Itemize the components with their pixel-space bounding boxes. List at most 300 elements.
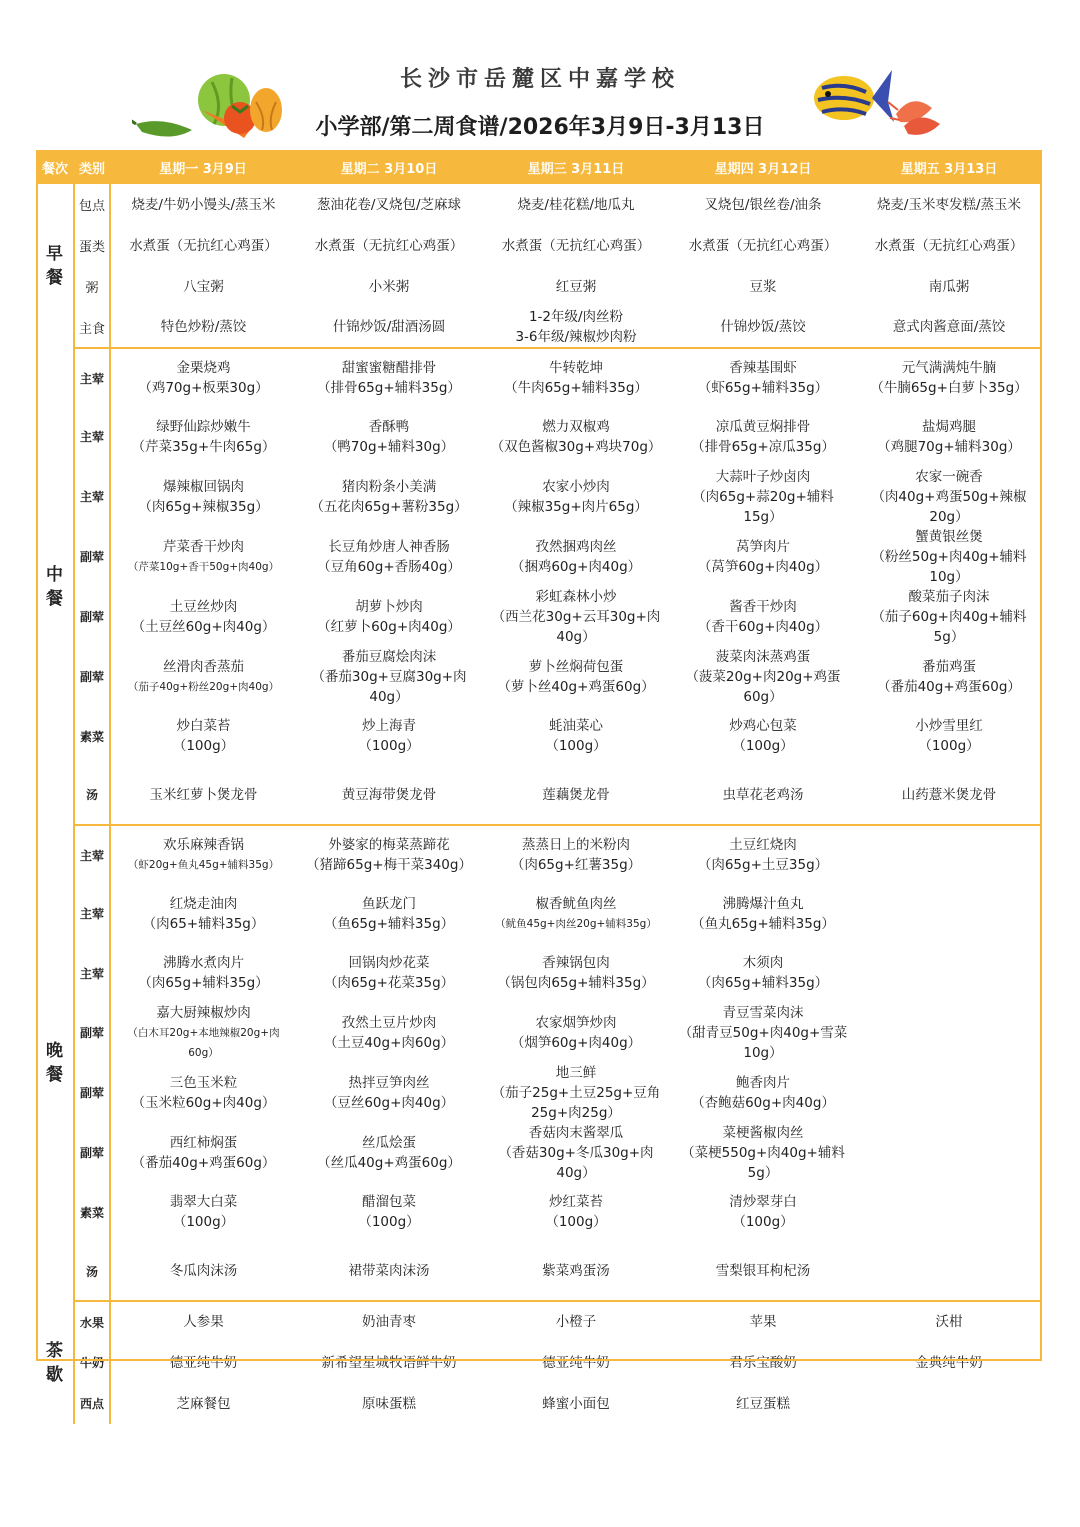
dish-name: 香酥鸭 bbox=[368, 418, 410, 435]
dish-name: 土豆红烧肉 bbox=[729, 837, 797, 854]
menu-cell bbox=[670, 225, 856, 266]
dish-name: 葱油花卷/叉烧包/芝麻球 bbox=[316, 196, 462, 213]
dish-name: 燃力双椒鸡 bbox=[542, 418, 610, 435]
dish-detail: （肉65g+辣椒35g） bbox=[138, 498, 269, 515]
dish-name: 紫菜鸡蛋汤 bbox=[542, 1263, 610, 1280]
dish-detail: （100g） bbox=[732, 738, 794, 755]
menu-cell bbox=[296, 1063, 482, 1123]
menu-cell bbox=[110, 825, 296, 884]
dish-detail: （虾65g+辅料35g） bbox=[697, 380, 829, 397]
dish-name: 凉瓜黄豆焖排骨 bbox=[715, 418, 811, 435]
dish-detail: （土豆40g+肉60g） bbox=[323, 1034, 455, 1051]
menu-cell bbox=[482, 266, 670, 307]
lunch-meal-label: 中 餐 bbox=[36, 348, 74, 825]
dish-name: 木须肉 bbox=[742, 955, 784, 972]
menu-cell bbox=[670, 307, 856, 348]
menu-cell bbox=[670, 266, 856, 307]
dish-detail: 25g+肉25g） bbox=[531, 1104, 621, 1121]
dish-name: 甜蜜蜜糖醋排骨 bbox=[341, 360, 437, 377]
dish-name: 冬瓜肉沫汤 bbox=[169, 1263, 238, 1280]
dish-name: 番茄鸡蛋 bbox=[922, 658, 976, 675]
dish-detail: （排骨65g+凉瓜35g） bbox=[691, 438, 835, 455]
dish-name: 小炒雪里红 bbox=[915, 718, 983, 735]
table-row bbox=[36, 266, 1042, 307]
menu-cell bbox=[110, 587, 296, 647]
dish-name: 特色炒粉/蒸饺 bbox=[160, 319, 247, 335]
dish-name: 炒红菜苔 bbox=[549, 1194, 603, 1211]
dish-name: 孜然捆鸡肉丝 bbox=[535, 538, 617, 555]
dish-name: 丝瓜烩蛋 bbox=[362, 1134, 416, 1151]
dish-detail: （茄子40g+粉丝20g+肉40g） bbox=[127, 680, 280, 693]
table-row bbox=[36, 1342, 1042, 1383]
menu-cell bbox=[482, 225, 670, 266]
dish-detail: （排骨65g+辅料35g） bbox=[317, 380, 461, 397]
dish-name: 水煮蛋（无抗红心鸡蛋） bbox=[501, 237, 651, 254]
dish-detail: （鱼65g+辅料35g） bbox=[323, 915, 455, 932]
menu-cell bbox=[296, 766, 482, 825]
dish-detail: （肉65+辅料35g） bbox=[142, 915, 265, 932]
dish-detail: （番茄30g+豆腐30g+肉 bbox=[311, 668, 467, 685]
dish-name: 虫草花老鸡汤 bbox=[722, 786, 804, 803]
menu-cell bbox=[110, 1301, 296, 1342]
dish-detail: （茄子25g+土豆25g+豆角 bbox=[491, 1084, 661, 1101]
category-label: 汤 bbox=[74, 766, 110, 825]
dish-detail: 10g） bbox=[929, 568, 969, 585]
dish-name: 裙带菜肉沫汤 bbox=[348, 1263, 430, 1280]
dish-name: 水煮蛋（无抗红心鸡蛋） bbox=[874, 237, 1024, 254]
menu-cell bbox=[482, 1063, 670, 1123]
menu-cell bbox=[296, 1003, 482, 1063]
category-label: 粥 bbox=[74, 266, 110, 307]
menu-cell bbox=[482, 944, 670, 1003]
menu-cell bbox=[482, 348, 670, 407]
breakfast-meal-label: 早 餐 bbox=[36, 184, 74, 348]
dish-detail: 40g） bbox=[556, 628, 596, 645]
table-row bbox=[36, 348, 1042, 407]
menu-cell bbox=[856, 1301, 1042, 1342]
menu-cell bbox=[296, 884, 482, 943]
dish-name: 彩虹森林小炒 bbox=[535, 588, 617, 605]
dish-detail: （茄子60g+肉40g+辅料 bbox=[871, 608, 1027, 625]
dish-detail: （杏鲍菇60g+肉40g） bbox=[691, 1094, 835, 1111]
dish-detail: （菠菜20g+肉20g+鸡蛋 bbox=[685, 668, 841, 685]
menu-cell bbox=[296, 944, 482, 1003]
dish-detail: （五花肉65g+薯粉35g） bbox=[310, 498, 468, 515]
menu-cell bbox=[110, 407, 296, 466]
dish-detail: （粉丝50g+肉40g+辅料 bbox=[871, 548, 1027, 565]
dish-name: 长豆角炒唐人神香肠 bbox=[328, 538, 450, 555]
category-label: 副荤 bbox=[74, 587, 110, 647]
dish-name: 元气满满炖牛腩 bbox=[901, 360, 997, 377]
category-label: 副荤 bbox=[74, 1123, 110, 1183]
menu-cell bbox=[856, 307, 1042, 348]
dish-name: 1-2年级/肉丝粉 bbox=[528, 309, 624, 325]
dish-name: 新希望星城牧语鲜牛奶 bbox=[321, 1354, 457, 1371]
dish-name: 酱香干炒肉 bbox=[729, 598, 797, 615]
dish-detail: （甜青豆50g+肉40g+雪菜 bbox=[678, 1024, 848, 1041]
dish-name: 芹菜香干炒肉 bbox=[163, 538, 244, 555]
dish-detail: （鸡70g+板栗30g） bbox=[138, 380, 269, 397]
dish-detail: （豆丝60g+肉40g） bbox=[323, 1094, 455, 1111]
dish-detail: （萝卜丝40g+鸡蛋60g） bbox=[497, 678, 655, 695]
menu-cell bbox=[110, 184, 296, 225]
table-row bbox=[36, 766, 1042, 825]
dish-name: 蒸蒸日上的米粉肉 bbox=[522, 837, 630, 854]
dish-name: 鱼跃龙门 bbox=[362, 895, 416, 912]
menu-cell bbox=[482, 307, 670, 348]
dish-detail: （番茄40g+鸡蛋60g） bbox=[877, 678, 1021, 695]
menu-cell bbox=[670, 1342, 856, 1383]
table-row bbox=[36, 1003, 1042, 1063]
menu-cell bbox=[670, 884, 856, 943]
table-row bbox=[36, 825, 1042, 884]
dish-name: 猪肉粉条小美满 bbox=[341, 478, 437, 495]
dish-detail: （100g） bbox=[172, 1214, 235, 1231]
menu-cell bbox=[110, 225, 296, 266]
table-header-row bbox=[36, 150, 1042, 184]
dish-name: 蜂蜜小面包 bbox=[542, 1395, 610, 1412]
school-name: 长沙市岳麓区中嘉学校 bbox=[399, 67, 680, 92]
dish-detail: 3-6年级/辣椒炒肉粉 bbox=[515, 329, 637, 345]
category-header: 类别 bbox=[74, 150, 110, 184]
dish-name: 雪梨银耳枸杞汤 bbox=[715, 1263, 811, 1280]
dish-detail: （肉65g+蒜20g+辅料 bbox=[692, 488, 834, 505]
day-header: 星期四 3月12日 bbox=[670, 150, 856, 184]
dish-name: 叉烧包/银丝卷/油条 bbox=[704, 196, 822, 213]
category-label: 副荤 bbox=[74, 1063, 110, 1123]
dish-name: 红豆粥 bbox=[555, 278, 597, 295]
table-row bbox=[36, 1242, 1042, 1301]
menu-cell bbox=[482, 467, 670, 527]
menu-cell bbox=[670, 707, 856, 766]
dish-name: 玉米红萝卜煲龙骨 bbox=[149, 786, 258, 803]
day-header: 星期五 3月13日 bbox=[856, 150, 1042, 184]
dish-detail: （莴笋60g+肉40g） bbox=[697, 558, 829, 575]
menu-cell bbox=[296, 527, 482, 587]
menu-cell bbox=[482, 1123, 670, 1183]
dish-name: 南瓜粥 bbox=[928, 278, 970, 295]
menu-cell bbox=[856, 348, 1042, 407]
dish-name: 农家小炒肉 bbox=[542, 478, 610, 495]
dish-name: 八宝粥 bbox=[183, 278, 224, 295]
menu-cell bbox=[110, 647, 296, 707]
category-label: 水果 bbox=[74, 1301, 110, 1342]
dish-name: 清炒翠芽白 bbox=[729, 1194, 797, 1211]
dish-detail: （捆鸡60g+肉40g） bbox=[510, 558, 642, 575]
category-label: 西点 bbox=[74, 1383, 110, 1424]
menu-cell bbox=[670, 184, 856, 225]
menu-cell bbox=[110, 1342, 296, 1383]
menu-cell bbox=[856, 766, 1042, 825]
menu-cell bbox=[110, 1183, 296, 1242]
menu-cell bbox=[296, 825, 482, 884]
dish-name: 什锦炒饭/蒸饺 bbox=[720, 319, 806, 335]
menu-cell bbox=[670, 1123, 856, 1183]
dinner-meal-label: 晚 餐 bbox=[36, 825, 74, 1301]
menu-cell bbox=[482, 1183, 670, 1242]
category-label: 主食 bbox=[74, 307, 110, 348]
table-row bbox=[36, 225, 1042, 266]
dish-name: 菠菜肉沫蒸鸡蛋 bbox=[715, 648, 811, 665]
menu-cell bbox=[296, 348, 482, 407]
dish-detail: （西兰花30g+云耳30g+肉 bbox=[491, 608, 661, 625]
table-row bbox=[36, 407, 1042, 466]
seafood-illustration bbox=[808, 62, 948, 142]
menu-cell bbox=[296, 1123, 482, 1183]
dish-name: 烧麦/牛奶小馒头/蒸玉米 bbox=[131, 196, 276, 213]
menu-cell bbox=[110, 348, 296, 407]
header bbox=[0, 0, 1080, 150]
category-label: 汤 bbox=[74, 1242, 110, 1301]
dish-name: 小米粥 bbox=[368, 278, 410, 295]
dish-detail: 20g） bbox=[929, 508, 969, 525]
dish-detail: 5g） bbox=[933, 628, 965, 645]
menu-cell bbox=[856, 884, 1042, 943]
dish-name: 醋溜包菜 bbox=[362, 1194, 416, 1211]
dish-name: 黄豆海带煲龙骨 bbox=[341, 786, 437, 803]
dish-detail: （牛肉65g+辅料35g） bbox=[504, 380, 648, 397]
menu-cell bbox=[856, 587, 1042, 647]
dish-detail: （100g） bbox=[358, 738, 420, 755]
table-row bbox=[36, 1383, 1042, 1424]
dish-detail: （香干60g+肉40g） bbox=[697, 618, 829, 635]
dish-detail: （100g） bbox=[732, 1214, 794, 1231]
dish-name: 孜然土豆片炒肉 bbox=[341, 1014, 437, 1031]
menu-cell bbox=[296, 707, 482, 766]
table-row bbox=[36, 1123, 1042, 1183]
menu-cell bbox=[670, 527, 856, 587]
menu-cell bbox=[670, 1183, 856, 1242]
table-row bbox=[36, 884, 1042, 943]
dish-name: 酸菜茄子肉沫 bbox=[908, 588, 990, 605]
menu-cell bbox=[482, 1242, 670, 1301]
menu-cell bbox=[670, 944, 856, 1003]
dish-detail: （鸭70g+辅料30g） bbox=[323, 438, 455, 455]
menu-cell bbox=[856, 1242, 1042, 1301]
menu-cell bbox=[670, 1063, 856, 1123]
table-row bbox=[36, 307, 1042, 348]
dish-detail: （100g） bbox=[172, 738, 235, 755]
dish-detail: （丝瓜40g+鸡蛋60g） bbox=[317, 1154, 461, 1171]
dish-name: 水煮蛋（无抗红心鸡蛋） bbox=[129, 237, 278, 254]
dish-name: 大蒜叶子炒卤肉 bbox=[715, 468, 811, 485]
table-row bbox=[36, 1301, 1042, 1342]
dish-name: 莲藕煲龙骨 bbox=[542, 786, 610, 803]
dish-name: 君乐宝酸奶 bbox=[729, 1354, 797, 1371]
dish-name: 绿野仙踪炒嫩牛 bbox=[156, 418, 251, 435]
dish-detail: （肉40g+鸡蛋50g+辣椒 bbox=[871, 488, 1027, 505]
dish-detail: （肉65g+辅料35g） bbox=[697, 975, 829, 992]
dish-name: 地三鲜 bbox=[555, 1064, 597, 1081]
menu-cell bbox=[670, 587, 856, 647]
dish-name: 沃柑 bbox=[935, 1314, 963, 1331]
category-label: 素菜 bbox=[74, 707, 110, 766]
menu-cell bbox=[296, 184, 482, 225]
menu-cell bbox=[482, 407, 670, 466]
menu-cell bbox=[856, 407, 1042, 466]
dish-detail: 10g） bbox=[743, 1044, 783, 1061]
day-header: 星期三 3月11日 bbox=[482, 150, 670, 184]
dish-name: 沸腾爆汁鱼丸 bbox=[722, 895, 804, 912]
dish-name: 香辣基围虾 bbox=[729, 360, 797, 377]
dish-detail: 40g） bbox=[556, 1164, 596, 1181]
table-row bbox=[36, 587, 1042, 647]
dish-detail: （鱼丸65g+辅料35g） bbox=[691, 915, 835, 932]
dish-detail: （红萝卜60g+肉40g） bbox=[317, 618, 461, 635]
dish-detail: 5g） bbox=[747, 1164, 779, 1181]
menu-cell bbox=[856, 225, 1042, 266]
menu-cell bbox=[110, 1242, 296, 1301]
dish-detail: （芹菜10g+香干50g+肉40g） bbox=[127, 560, 280, 573]
category-label: 副荤 bbox=[74, 647, 110, 707]
table-row bbox=[36, 707, 1042, 766]
dish-name: 奶油青枣 bbox=[362, 1314, 416, 1331]
menu-cell bbox=[296, 1342, 482, 1383]
dish-name: 小橙子 bbox=[555, 1314, 597, 1331]
dish-name: 番茄豆腐烩肉沫 bbox=[341, 648, 437, 665]
menu-cell bbox=[670, 825, 856, 884]
menu-cell bbox=[670, 1003, 856, 1063]
dish-name: 莴笋肉片 bbox=[736, 538, 790, 555]
dish-name: 红烧走油肉 bbox=[169, 895, 238, 912]
dish-name: 红豆蛋糕 bbox=[736, 1395, 790, 1412]
menu-cell bbox=[670, 1383, 856, 1424]
menu-title: 小学部/第二周食谱/2026年3月9日-3月13日 bbox=[315, 115, 765, 140]
dish-name: 农家烟笋炒肉 bbox=[535, 1014, 617, 1031]
table-row bbox=[36, 647, 1042, 707]
category-label: 牛奶 bbox=[74, 1342, 110, 1383]
dish-detail: （玉米粒60g+肉40g） bbox=[131, 1094, 276, 1111]
menu-cell bbox=[482, 1003, 670, 1063]
dish-name: 豆浆 bbox=[749, 278, 777, 295]
dish-name: 土豆丝炒肉 bbox=[169, 598, 238, 615]
category-label: 主荤 bbox=[74, 407, 110, 466]
menu-cell bbox=[296, 467, 482, 527]
dish-name: 三色玉米粒 bbox=[169, 1074, 238, 1091]
menu-cell bbox=[482, 1383, 670, 1424]
dish-name: 鲍香肉片 bbox=[736, 1074, 790, 1091]
weekly-menu-table bbox=[36, 150, 1042, 1424]
meal-header: 餐次 bbox=[36, 150, 74, 184]
dish-detail: （芹菜35g+牛肉65g） bbox=[131, 438, 276, 455]
menu-cell bbox=[670, 467, 856, 527]
dish-name: 沸腾水煮肉片 bbox=[163, 955, 244, 972]
menu-cell bbox=[856, 527, 1042, 587]
dish-name: 烧麦/玉米枣发糕/蒸玉米 bbox=[876, 196, 1022, 213]
menu-cell bbox=[856, 1003, 1042, 1063]
dish-name: 香菇肉末酱翠瓜 bbox=[528, 1124, 624, 1141]
category-label: 主荤 bbox=[74, 348, 110, 407]
category-label: 蛋类 bbox=[74, 225, 110, 266]
dish-detail: （牛腩65g+白萝卜35g） bbox=[870, 380, 1028, 397]
table-row bbox=[36, 944, 1042, 1003]
category-label: 副荤 bbox=[74, 1003, 110, 1063]
menu-cell bbox=[296, 1301, 482, 1342]
dish-detail: （白木耳20g+本地辣椒20g+肉 bbox=[127, 1026, 280, 1039]
menu-cell bbox=[296, 587, 482, 647]
dish-name: 热拌豆笋肉丝 bbox=[348, 1074, 430, 1091]
table-row bbox=[36, 467, 1042, 527]
dish-detail: （虾20g+鱼丸45g+辅料35g） bbox=[127, 859, 280, 872]
dish-name: 盐焗鸡腿 bbox=[922, 418, 976, 435]
dish-name: 椒香鱿鱼肉丝 bbox=[535, 895, 617, 912]
dish-detail: （烟笋60g+肉40g） bbox=[510, 1034, 642, 1051]
menu-cell bbox=[296, 407, 482, 466]
menu-cell bbox=[670, 1301, 856, 1342]
dish-name: 外婆家的梅菜蒸蹄花 bbox=[328, 837, 450, 854]
dish-name: 爆辣椒回锅肉 bbox=[163, 478, 244, 495]
menu-cell bbox=[856, 184, 1042, 225]
menu-cell bbox=[110, 1383, 296, 1424]
menu-cell bbox=[296, 307, 482, 348]
dish-name: 嘉大厨辣椒炒肉 bbox=[156, 1004, 251, 1021]
menu-cell bbox=[482, 766, 670, 825]
menu-cell bbox=[482, 884, 670, 943]
menu-cell bbox=[856, 1183, 1042, 1242]
dish-name: 青豆雪菜肉沫 bbox=[722, 1004, 804, 1021]
menu-cell bbox=[110, 1003, 296, 1063]
dish-detail: （猪蹄65g+梅干菜340g） bbox=[306, 857, 472, 874]
dish-name: 水煮蛋（无抗红心鸡蛋） bbox=[314, 237, 464, 254]
dish-name: 什锦炒饭/甜酒汤圆 bbox=[332, 319, 446, 335]
menu-cell bbox=[110, 467, 296, 527]
dish-detail: （锅包肉65g+辅料35g） bbox=[497, 975, 655, 992]
menu-cell bbox=[110, 307, 296, 348]
snack-meal-label: 茶 歇 bbox=[36, 1301, 74, 1424]
menu-body bbox=[36, 184, 1042, 1424]
menu-cell bbox=[296, 1183, 482, 1242]
menu-cell bbox=[670, 1242, 856, 1301]
table-row bbox=[36, 1183, 1042, 1242]
menu-cell bbox=[110, 527, 296, 587]
dish-name: 芝麻餐包 bbox=[176, 1395, 231, 1412]
dish-name: 炒鸡心包菜 bbox=[729, 718, 797, 735]
category-label: 主荤 bbox=[74, 825, 110, 884]
menu-cell bbox=[482, 587, 670, 647]
menu-cell bbox=[110, 944, 296, 1003]
category-label: 主荤 bbox=[74, 944, 110, 1003]
category-label: 素菜 bbox=[74, 1183, 110, 1242]
menu-cell bbox=[110, 1063, 296, 1123]
day-header: 星期一 3月9日 bbox=[110, 150, 296, 184]
menu-cell bbox=[482, 647, 670, 707]
menu-cell bbox=[670, 348, 856, 407]
dish-name: 菜梗酱椒肉丝 bbox=[722, 1124, 804, 1141]
menu-cell bbox=[856, 467, 1042, 527]
dish-detail: （香菇30g+冬瓜30g+肉 bbox=[498, 1144, 654, 1161]
menu-cell bbox=[856, 1383, 1042, 1424]
dish-name: 德亚纯牛奶 bbox=[169, 1354, 238, 1371]
dish-detail: （肉65g+花菜35g） bbox=[323, 975, 455, 992]
dish-name: 炒上海青 bbox=[362, 718, 416, 735]
dish-detail: （双色酱椒30g+鸡块70g） bbox=[490, 438, 662, 455]
menu-cell bbox=[296, 1242, 482, 1301]
dish-name: 苹果 bbox=[749, 1314, 777, 1331]
dish-name: 胡萝卜炒肉 bbox=[355, 598, 423, 615]
dish-detail: （豆角60g+香肠40g） bbox=[317, 558, 461, 575]
menu-cell bbox=[482, 707, 670, 766]
menu-cell bbox=[482, 527, 670, 587]
dish-detail: （肉65g+红薯35g） bbox=[510, 857, 642, 874]
dish-name: 牛转乾坤 bbox=[549, 360, 603, 377]
dish-detail: （菜梗550g+肉40g+辅料 bbox=[681, 1144, 845, 1161]
menu-cell bbox=[296, 225, 482, 266]
table-row bbox=[36, 1063, 1042, 1123]
day-header: 星期二 3月10日 bbox=[296, 150, 482, 184]
menu-cell bbox=[482, 825, 670, 884]
dish-name: 农家一碗香 bbox=[915, 468, 983, 485]
menu-cell bbox=[670, 407, 856, 466]
